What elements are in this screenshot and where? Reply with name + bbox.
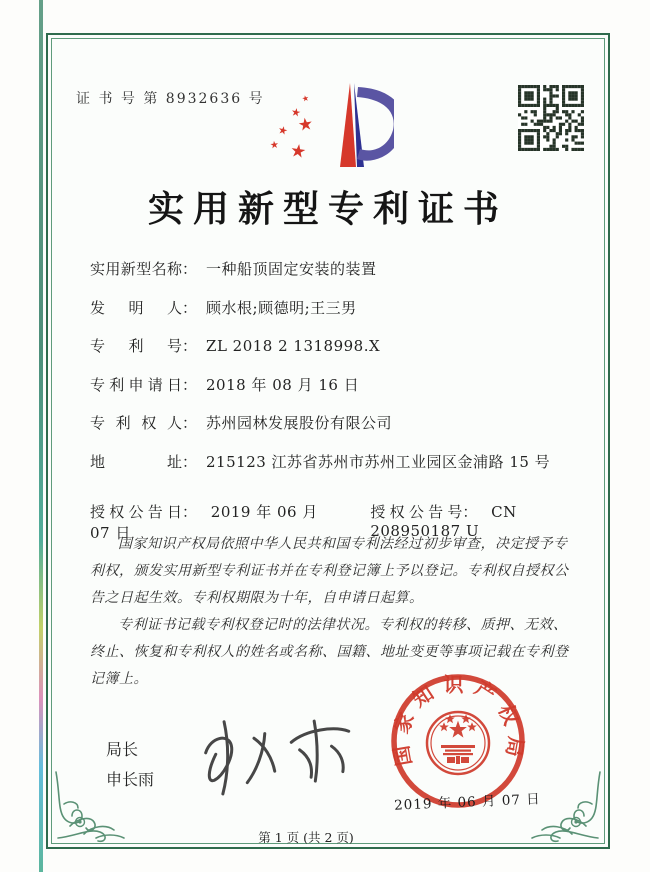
field-value: 215123 江苏省苏州市苏州工业园区金浦路 15 号 [206, 452, 551, 471]
field-label: 专利权人 [90, 414, 182, 433]
director-name: 申长雨 [106, 770, 155, 790]
colon: ： [182, 298, 198, 317]
seal-date: 2019 年 06 月 07 日 [393, 791, 542, 814]
certificate-sheet [46, 33, 610, 849]
field-label: 专利申请日 [90, 375, 182, 394]
field-value: 2018 年 08 月 16 日 [206, 375, 360, 394]
star-icon: ★ [289, 105, 302, 120]
star-icon: ★ [296, 114, 315, 136]
colon: ： [182, 452, 198, 471]
field-row-filing-date [90, 374, 595, 398]
colon: ： [182, 414, 198, 433]
field-row-inventors [90, 297, 595, 321]
star-icon: ★ [288, 139, 308, 164]
star-icon: ★ [269, 139, 280, 152]
legal-paragraph-1: 国家知识产权局依照中华人民共和国专利法经过初步审查，决定授予专利权，颁发实用新型专利证书并在专利登记簿上予以登记。专利权自授权公告之日起生效。专利权期限为十年，自申请日起算。 [90, 536, 569, 607]
corner-ornament-icon [50, 764, 132, 844]
field-label: 地址 [90, 452, 182, 471]
star-icon: ★ [301, 93, 310, 104]
field-label: 授权公告日 [90, 502, 182, 521]
cnipa-logo-icon [262, 77, 394, 173]
field-row-patentee [90, 412, 595, 436]
corner-ornament-icon [524, 764, 606, 844]
certificate-title: 实用新型专利证书 [147, 188, 508, 230]
field-label: 授权公告号 [370, 502, 463, 521]
colon: ： [182, 502, 198, 521]
fields-block [90, 258, 595, 543]
book-spine-holographic-strip [39, 0, 43, 872]
legal-paragraph-2: 专利证书记载专利权登记时的法律状况。专利权的转移、质押、无效、终止、恢复和专利权人的姓名或名称、国籍、地址变更等事项记载在专利登记簿上。 [90, 617, 569, 688]
seal-text: 国家知识产权局 [387, 672, 529, 768]
handwritten-signature-icon [186, 702, 371, 811]
colon: ： [462, 502, 478, 521]
director-title: 局长 [106, 740, 139, 759]
grant-no-value: CN 208950187 U [370, 502, 517, 540]
field-value: 顾水根;顾德明;王三男 [206, 298, 357, 317]
field-label: 发明人 [90, 298, 182, 317]
field-row-address [90, 451, 595, 475]
colon: ： [182, 260, 198, 278]
field-row-patent-no [90, 335, 595, 359]
colon: ： [182, 337, 198, 356]
certificate-number: 证 书 号 第 8932636 号 [76, 91, 265, 107]
field-value: ZL 2018 2 1318998.X [206, 337, 381, 356]
page-number: 第 1 页 (共 2 页) [258, 830, 354, 845]
star-icon: ★ [276, 122, 290, 139]
field-label: 实用新型名称 [90, 260, 182, 278]
field-value: 苏州园林发展股份有限公司 [206, 414, 393, 433]
field-label: 专利号 [90, 337, 182, 356]
qr-code-icon [518, 85, 584, 151]
grant-date-value: 2019 年 06 月 07 日 [90, 502, 318, 542]
colon: ： [182, 375, 198, 394]
field-row-name [90, 258, 595, 282]
field-value: 一种船顶固定安装的装置 [206, 260, 377, 278]
